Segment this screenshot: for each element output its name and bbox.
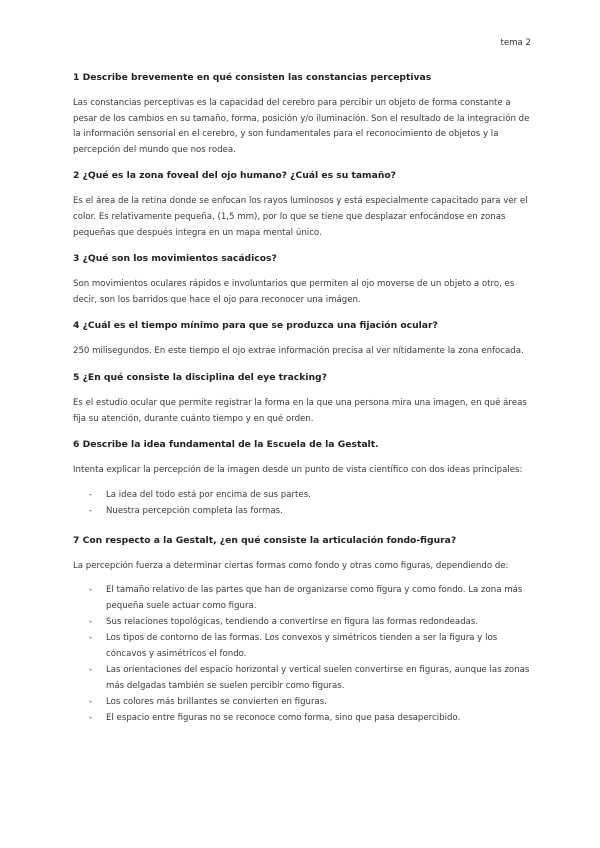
list-item-text: El espacio entre figuras no se reconoce como forma, sino que pasa desapercibido. — [106, 713, 461, 724]
list-item — [73, 488, 531, 503]
list-item-text: Nuestra percepción completa las formas. — [106, 506, 283, 517]
list-item — [73, 631, 531, 662]
list-item-text: Sus relaciones topológicas, tendiendo a convertirse en figura las formas redondeadas. — [106, 616, 479, 627]
question-5-title: 5 ¿En qué consiste la disciplina del eye tracking? — [73, 371, 327, 383]
question-5-answer: Es el estudio ocular que permite registrar la forma en la que una persona mira una imagen, en qué áreas fija su atención, durante cuánto tiempo y en qué orden. — [73, 397, 527, 424]
question-2-title: 2 ¿Qué es la zona foveal del ojo humano? ¿Cuál es su tamaño? — [73, 170, 396, 182]
question-1-title: 1 Describe brevemente en qué consisten las constancias perceptivas — [73, 72, 432, 83]
dash-bullet-icon: - — [89, 696, 93, 707]
list-item — [73, 711, 531, 726]
question-3-answer: Son movimientos oculares rápidos e involuntarios que permiten al ojo moverse de un objeto a otro, es decir, son los barridos que hace el ojo para reconocer una imágen. — [73, 279, 515, 305]
dash-bullet-icon: - — [89, 585, 93, 596]
question-6-bullet-list — [73, 488, 531, 520]
document-body — [73, 71, 531, 741]
list-item-text: Las orientaciones del espacio horizontal y vertical suelen convertirse en figuras, aunque las zonas más delgadas también se suelen percibir como figuras. — [106, 665, 530, 691]
list-item — [73, 583, 531, 614]
question-1-answer: Las constancias perceptivas es la capacidad del cerebro para percibir un objeto de forma constante a pesar de los cambios en su tamaño, forma, posición y/o iluminación. Son el resultado de la integración de la información sensorial en el cerebro, y son fundamentales para el reconocimiento de objetos y la percepción del mundo que nos rodea. — [73, 98, 530, 155]
question-2-answer: Es el área de la retina donde se enfocan los rayos luminosos y está especialmente capacitado para ver el color. Es relativamente pequeña, (1,5 mm), por lo que se tiene que desplazar enfocándose en zonas pequeñas que después integra en un mapa mental único. — [73, 196, 528, 238]
question-6-title: 6 Describe la idea fundamental de la Escuela de la Gestalt. — [73, 439, 379, 451]
question-6-answer: Intenta explicar la percepción de la imagen desde un punto de vista científico con dos ideas principales: — [73, 465, 523, 476]
dash-bullet-icon: - — [89, 633, 93, 644]
question-7-answer: La percepción fuerza a determinar ciertas formas como fondo y otras como figuras, dependiendo de: — [73, 560, 509, 571]
dash-bullet-icon: - — [89, 665, 93, 676]
question-7-bullet-list — [73, 583, 531, 727]
list-item — [73, 695, 531, 710]
question-4-answer: 250 milisegundos. En este tiempo el ojo extrae información precisa al ver nítidamente la zona enfocada. — [73, 346, 524, 357]
dash-bullet-icon: - — [89, 616, 93, 627]
page-header-label: tema 2 — [500, 38, 531, 48]
list-item-text: La idea del todo está por encima de sus partes. — [106, 489, 311, 500]
question-3-title: 3 ¿Qué son los movimientos sacádicos? — [73, 253, 277, 265]
dash-bullet-icon: - — [89, 713, 93, 724]
dash-bullet-icon: - — [89, 489, 93, 500]
dash-bullet-icon: - — [89, 506, 93, 517]
question-4-title: 4 ¿Cuál es el tiempo mínimo para que se produzca una fijación ocular? — [73, 320, 438, 332]
list-item-text: Los tipos de contorno de las formas. Los convexos y simétricos tienden a ser la figura y los cóncavos y asimétricos el fondo. — [106, 633, 498, 659]
list-item — [73, 615, 531, 630]
question-7-title: 7 Con respecto a la Gestalt, ¿en qué consiste la articulación fondo-figura? — [73, 534, 457, 546]
list-item — [73, 504, 531, 519]
list-item — [73, 663, 531, 694]
list-item-text: El tamaño relativo de las partes que han de organizarse como figura y como fondo. La zona más pequeña suele actuar como figura. — [106, 585, 523, 611]
list-item-text: Los colores más brillantes se convierten en figuras. — [106, 696, 327, 707]
